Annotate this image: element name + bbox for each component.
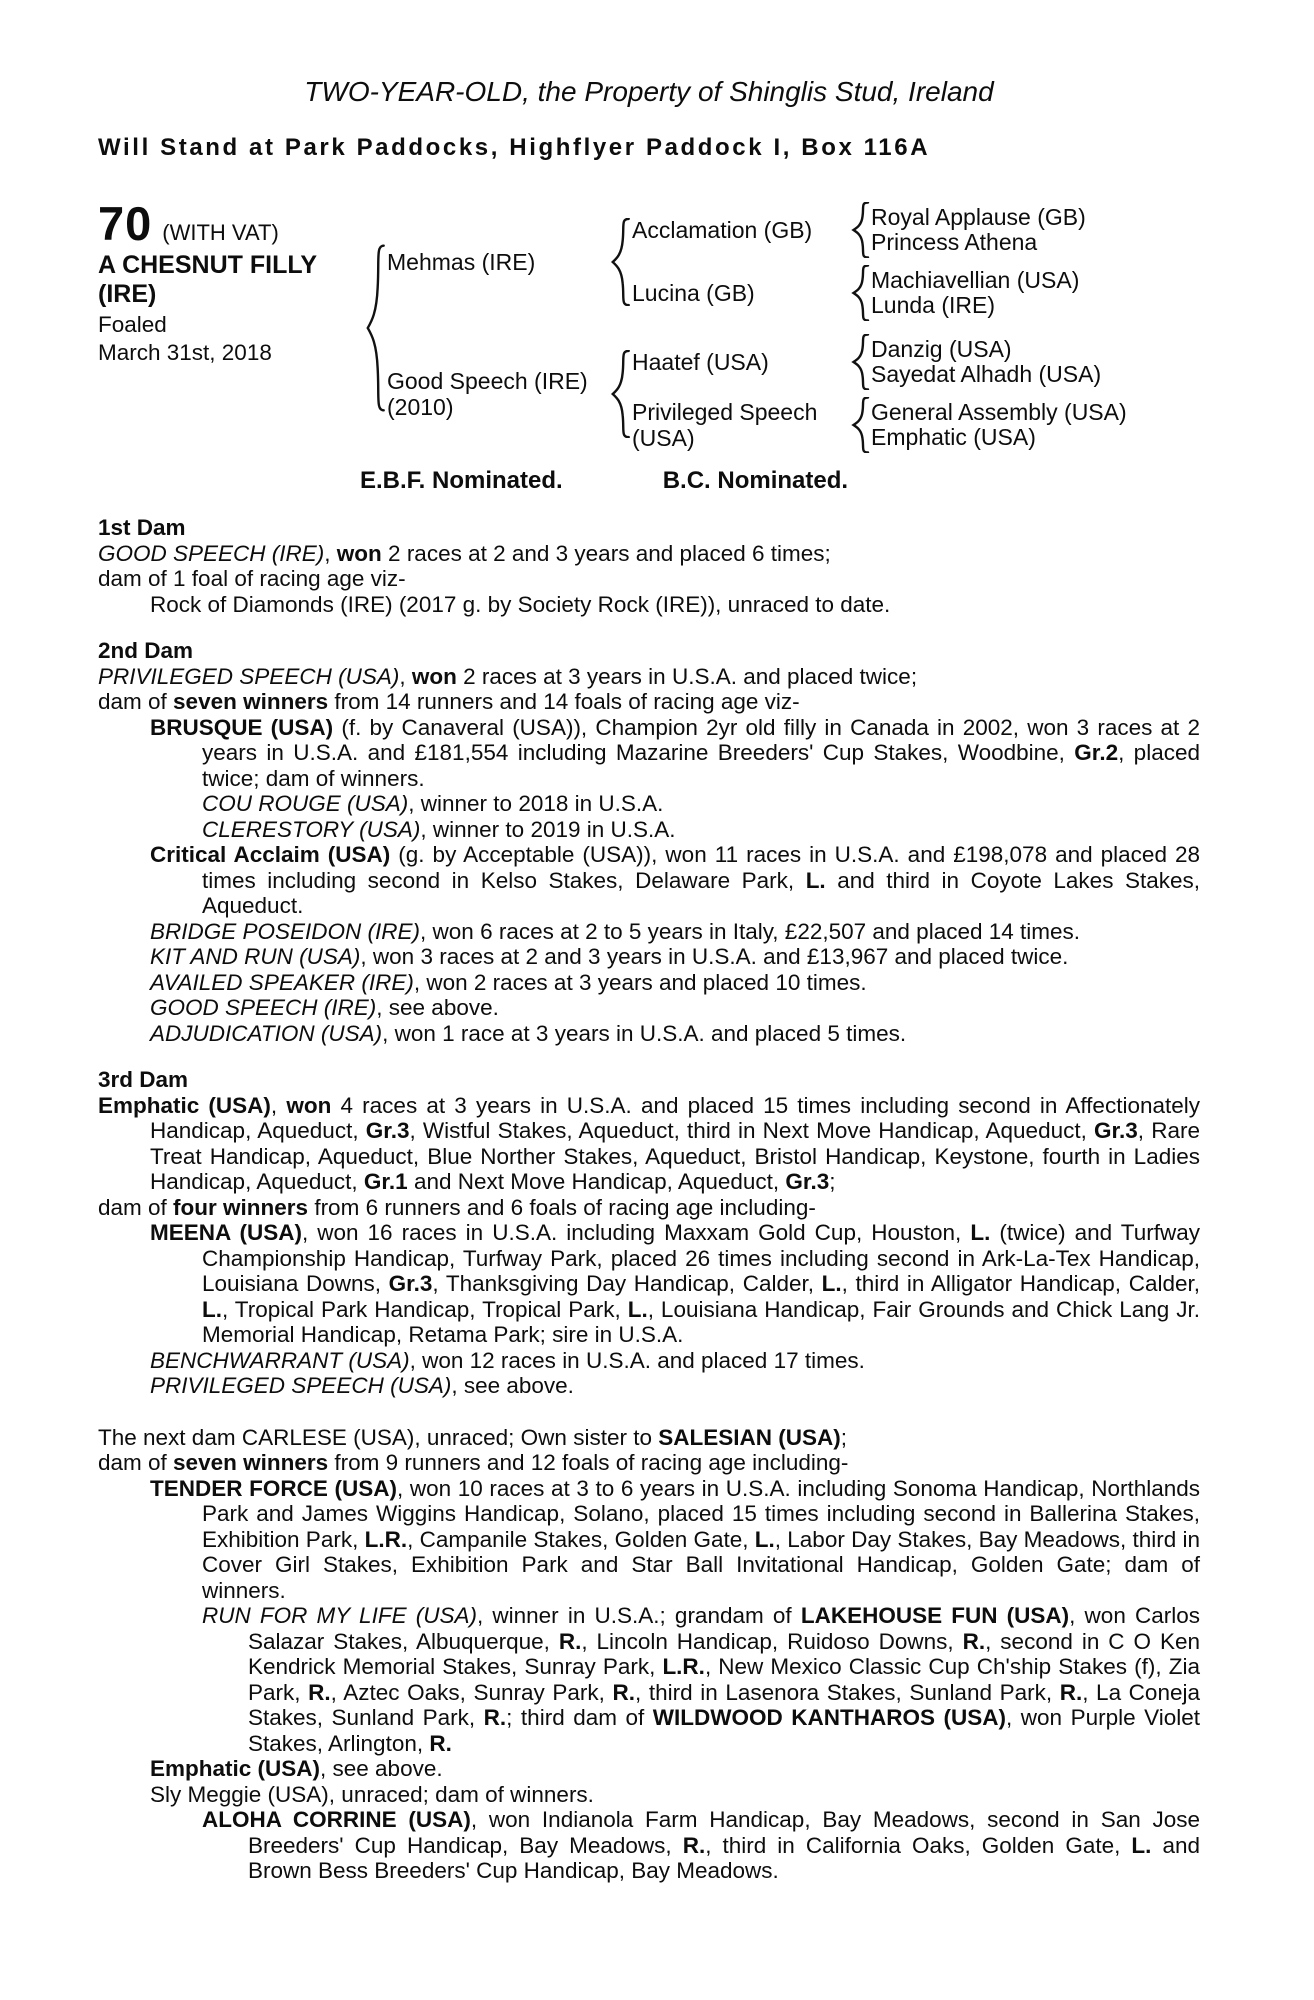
foaled-label: Foaled <box>98 312 167 337</box>
pedigree-tree <box>365 202 1200 453</box>
lot-number-row <box>98 197 365 250</box>
sire-unit <box>387 202 1200 321</box>
section-heading: 1st Dam <box>98 515 186 540</box>
nomination-row <box>98 467 1200 494</box>
sire-name: Mehmas (IRE) <box>387 248 536 275</box>
catalogue-line: ADJUDICATION (USA), won 1 race at 3 years in U.S.A. and placed 5 times. <box>150 1020 907 1046</box>
catalogue-line: GOOD SPEECH (IRE), see above. <box>150 995 499 1020</box>
lot-info <box>98 197 365 453</box>
great-grandparents <box>871 205 1200 255</box>
catalogue-line: Critical Acclaim (USA) (g. by Acceptable (USA)), won 11 races in U.S.A. and £198,078 and placed 28 times including second in Kelso Stakes, Delaware Park, L. and third in Coyote Lakes Stakes, Aqueduct. <box>150 842 1200 918</box>
catalogue-line: Rock of Diamonds (IRE) (2017 g. by Society Rock (IRE)), unraced to date. <box>150 591 891 617</box>
lot-name-suffix: (IRE) <box>98 280 157 308</box>
catalogue-line: dam of seven winners from 9 runners and 12 foals of racing age including- <box>98 1450 849 1475</box>
dam-sections <box>98 515 1200 1884</box>
section-2nd-dam <box>98 638 1200 1046</box>
catalogue-line: COU ROUGE (USA), winner to 2018 in U.S.A. <box>202 791 664 816</box>
catalogue-line: Sly Meggie (USA), unraced; dam of winners. <box>150 1781 594 1807</box>
brace-icon <box>851 202 871 258</box>
catalogue-line: AVAILED SPEAKER (IRE), won 2 races at 3 years and placed 10 times. <box>150 969 867 995</box>
great-grandparent-name: Sayedat Alhadh (USA) <box>871 361 1102 387</box>
section-heading: 2nd Dam <box>98 638 194 663</box>
great-grandparent-name: Emphatic (USA) <box>871 424 1036 450</box>
grandparent-name: Acclamation (GB) <box>632 217 813 243</box>
catalogue-line: dam of 1 foal of racing age viz- <box>98 566 406 591</box>
catalogue-line: BRUSQUE (USA) (f. by Canaveral (USA)), Champion 2yr old filly in Canada in 2002, won 3 races at 2 years in U.S.A. and £181,554 including Mazarine Breeders' Cup Stakes, Woodbine, Gr.2, placed twice; dam of winners. <box>150 714 1200 791</box>
grandparent-name: Haatef (USA) <box>632 349 769 375</box>
dam-parents <box>632 334 1200 453</box>
dam-name: Good Speech (IRE) <box>387 367 588 394</box>
bc-nominated-label: B.C. Nominated. <box>662 467 849 494</box>
brace-icon <box>851 397 871 453</box>
dam-unit <box>387 334 1200 453</box>
catalogue-line: dam of seven winners from 14 runners and 14 foals of racing age viz- <box>98 689 800 714</box>
catalogue-line: The next dam CARLESE (USA), unraced; Own sister to SALESIAN (USA); <box>98 1424 847 1450</box>
catalogue-line: TENDER FORCE (USA), won 10 races at 3 to 6 years in U.S.A. including Sonoma Handicap, Northlands Park and James Wiggins Handicap, Solano, placed 15 times including second in Ballerina Stakes, Exhibition Park, L.R., Campanile Stakes, Golden Gate, L., Labor Day Stakes, Bay Meadows, third in Cover Girl Stakes, Exhibition Park and Star Ball Invitational Handicap, Golden Gate; dam of winners. <box>150 1475 1201 1603</box>
section-1st-dam <box>98 515 1200 617</box>
great-grandparent-name: Machiavellian (USA) <box>871 267 1080 293</box>
dam-name-cell <box>387 368 610 420</box>
foaled-date: March 31st, 2018 <box>98 340 272 365</box>
great-grandparent-name: Princess Athena <box>871 229 1038 255</box>
great-grandparents <box>871 337 1200 387</box>
great-grandparent-name: General Assembly (USA) <box>871 399 1127 425</box>
damsire-unit <box>632 334 1200 390</box>
brace-icon <box>610 350 632 438</box>
great-grandparent-name: Lunda (IRE) <box>871 292 996 318</box>
granddam-unit <box>632 265 1200 321</box>
lot-name: A CHESNUT FILLY <box>98 251 317 279</box>
catalogue-line: ALOHA CORRINE (USA), won Indianola Farm Handicap, Bay Meadows, second in San Jose Breeders' Cup Handicap, Bay Meadows, R., third in California Oaks, Golden Gate, L. and Brown Bess Breeders' Cup Handicap, Bay Meadows. <box>202 1807 1201 1883</box>
brace-icon <box>610 218 632 306</box>
catalogue-line: dam of four winners from 6 runners and 6 foals of racing age including- <box>98 1194 816 1220</box>
brace-icon <box>365 244 387 412</box>
grandparent-name: Lucina (GB) <box>632 280 755 306</box>
catalogue-line: Emphatic (USA), see above. <box>150 1756 443 1781</box>
dam-year: (2010) <box>387 393 454 420</box>
brace-icon <box>851 334 871 390</box>
great-grandparent-name: Royal Applause (GB) <box>871 204 1086 230</box>
section-3rd-dam <box>98 1067 1200 1399</box>
stand-location-line: Will Stand at Park Paddocks, Highflyer Paddock I, Box 116A <box>98 134 931 161</box>
lot-number: 70 <box>98 197 153 250</box>
catalogue-line: GOOD SPEECH (IRE), won 2 races at 2 and 3 years and placed 6 times; <box>98 540 831 566</box>
catalogue-line: PRIVILEGED SPEECH (USA), won 2 races at 3 years in U.S.A. and placed twice; <box>98 663 918 689</box>
page-title: TWO-YEAR-OLD, the Property of Shinglis Stud, Ireland <box>304 76 994 107</box>
great-grandparent-name: Danzig (USA) <box>871 336 1012 362</box>
catalogue-line: RUN FOR MY LIFE (USA), winner in U.S.A.; grandam of LAKEHOUSE FUN (USA), won Carlos Salazar Stakes, Albuquerque, R., Lincoln Handicap, Ruidoso Downs, R., second in C O Ken Kendrick Memorial Stakes, Sunray Park, L.R., New Mexico Classic Cup Ch'ship Stakes (f), Zia Park, R., Aztec Oaks, Sunray Park, R., third in Lasenora Stakes, Sunland Park, R., La Coneja Stakes, Sunland Park, R.; third dam of WILDWOOD KANTHAROS (USA), won Purple Violet Stakes, Arlington, R. <box>202 1603 1201 1756</box>
brace-icon <box>851 265 871 321</box>
catalogue-line: MEENA (USA), won 16 races in U.S.A. including Maxxam Gold Cup, Houston, L. (twice) and Turfway Championship Handicap, Turfway Park, placed 26 times including second in Ark-La-Tex Handicap, Louisiana Downs, Gr.3, Thanksgiving Day Handicap, Calder, L., third in Alligator Handicap, Calder, L., Tropical Park Handicap, Tropical Park, L., Louisiana Handicap, Fair Grounds and Chick Lang Jr. Memorial Handicap, Retama Park; sire in U.S.A. <box>150 1220 1201 1347</box>
great-grandparents <box>871 400 1200 450</box>
catalogue-line: CLERESTORY (USA), winner to 2019 in U.S.A. <box>202 816 676 842</box>
second-dam-unit <box>632 397 1200 453</box>
lot-vat-note: (WITH VAT) <box>162 220 279 245</box>
sire-parents <box>632 202 1200 321</box>
grandsire-unit <box>632 202 1200 258</box>
catalogue-line: Emphatic (USA), won 4 races at 3 years in U.S.A. and placed 15 times including second in Affectionately Handicap, Aqueduct, Gr.3, Wistful Stakes, Aqueduct, third in Next Move Handicap, Aqueduct, Gr.3, Rare Treat Handicap, Aqueduct, Blue Norther Stakes, Aqueduct, Bristol Handicap, Keystone, fourth in Ladies Handicap, Aqueduct, Gr.1 and Next Move Handicap, Aqueduct, Gr.3; <box>98 1092 1200 1194</box>
catalogue-line: PRIVILEGED SPEECH (USA), see above. <box>150 1373 574 1398</box>
grandparent-name: Privileged Speech (USA) <box>632 399 818 451</box>
pedigree-block <box>98 197 1200 453</box>
generation-2-column <box>387 202 1200 453</box>
great-grandparents <box>871 268 1200 318</box>
section-heading: 3rd Dam <box>98 1067 189 1092</box>
catalogue-line: BENCHWARRANT (USA), won 12 races in U.S.A. and placed 17 times. <box>150 1347 865 1373</box>
page-content <box>98 0 1200 1884</box>
section-next-dam <box>98 1425 1200 1884</box>
catalogue-line: KIT AND RUN (USA), won 3 races at 2 and 3 years in U.S.A. and £13,967 and placed twice. <box>150 944 1069 969</box>
ebf-nominated-label: E.B.F. Nominated. <box>360 467 563 494</box>
catalogue-line: BRIDGE POSEIDON (IRE), won 6 races at 2 to 5 years in Italy, £22,507 and placed 14 times. <box>150 918 1081 944</box>
